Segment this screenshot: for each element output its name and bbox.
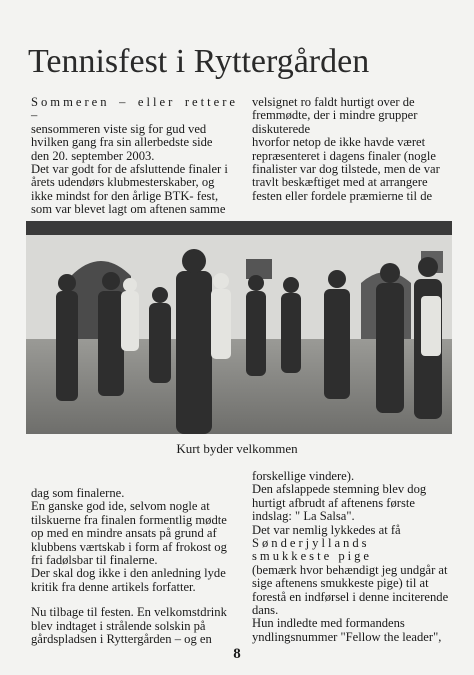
text-line: finalister var dog tilstede, men de var [252, 162, 440, 177]
text-line: gårdspladsen i Ryttergården – og en [31, 632, 212, 647]
text-line: hvorfor netop de ikke havde været [252, 135, 426, 150]
text-line: Sønderjyllands smukkeste pige [252, 536, 372, 564]
page-number: 8 [233, 646, 241, 662]
text-line: ikke mindst for den årlige BTK- fest, [31, 188, 219, 203]
text-line: repræsenteret i dagens finaler (nogle [252, 148, 436, 163]
text-line: årets udendørs klubmesterskaber, og [31, 175, 215, 190]
text-line: tilskuerne fra finalen formentlig mødte [31, 512, 227, 527]
text-line: yndlingsnummer "Fellow the leader", [252, 629, 442, 644]
text-line: op med en mindre ansats på grund af [31, 526, 217, 541]
text-line: Nu tilbage til festen. En velkomstdrink [31, 605, 227, 620]
text-line: diskuterede [252, 121, 311, 136]
text-line: Hun indledte med formandens [252, 616, 405, 631]
text-line: forskellige vindere). [252, 469, 355, 483]
text-line: den 20. september 2003. [31, 148, 155, 163]
text-line: velsignet ro faldt hurtigt over de [252, 95, 415, 109]
text-line: Det var godt for de afsluttende finaler i [31, 162, 228, 177]
party-photo [26, 221, 452, 434]
text-line: Det var nemlig lykkedes at få [252, 522, 401, 537]
text-line: Sommeren – eller rettere – [31, 95, 238, 123]
text-line: Den afslappede stemning blev dog [252, 482, 427, 497]
text-line: Der skal dog ikke i den anledning lyde [31, 566, 226, 581]
text-line: hvilken gang fra sin allerbedste side [31, 135, 213, 150]
photo-caption: Kurt byder velkommen [176, 441, 298, 456]
text-line: dans. [252, 603, 279, 618]
article-title: Tennisfest i Ryttergården [28, 43, 370, 80]
text-column-bottom-left [31, 487, 238, 646]
text-line: fri fadølsbar til finalerne. [31, 553, 158, 568]
text-line: travlt beskæftiget med at arrangere [252, 175, 428, 190]
text-line: sensommeren viste sig for gud ved [31, 121, 207, 136]
text-line: En ganske god ide, selvom nogle at [31, 499, 210, 514]
text-line: blev indtaget i strålende solskin på [31, 618, 206, 633]
text-column-top-left [31, 96, 238, 217]
text-line: som var blevet lagt om aftenen samme [31, 202, 226, 217]
text-line: kritik fra denne artikels forfatter. [31, 579, 196, 594]
text-line: sige aftenens smukkeste pige) til at [252, 576, 429, 591]
text-line: klubbens værtskab i form af frokost og [31, 539, 227, 554]
text-line: festen eller fordele præmierne til de [252, 188, 433, 203]
text-column-bottom-right [252, 470, 450, 644]
text-line: fremmødte, der i mindre grupper [252, 108, 418, 123]
text-line: hurtigt afbrudt af aftenens første [252, 495, 415, 510]
text-line: dag som finalerne. [31, 486, 125, 500]
text-column-top-right [252, 96, 450, 203]
text-line: (bemærk hvor behændigt jeg undgår at [252, 562, 448, 577]
text-line: indslag: " La Salsa". [252, 509, 355, 524]
text-line: forestå en indførsel i denne inciterende [252, 589, 449, 604]
